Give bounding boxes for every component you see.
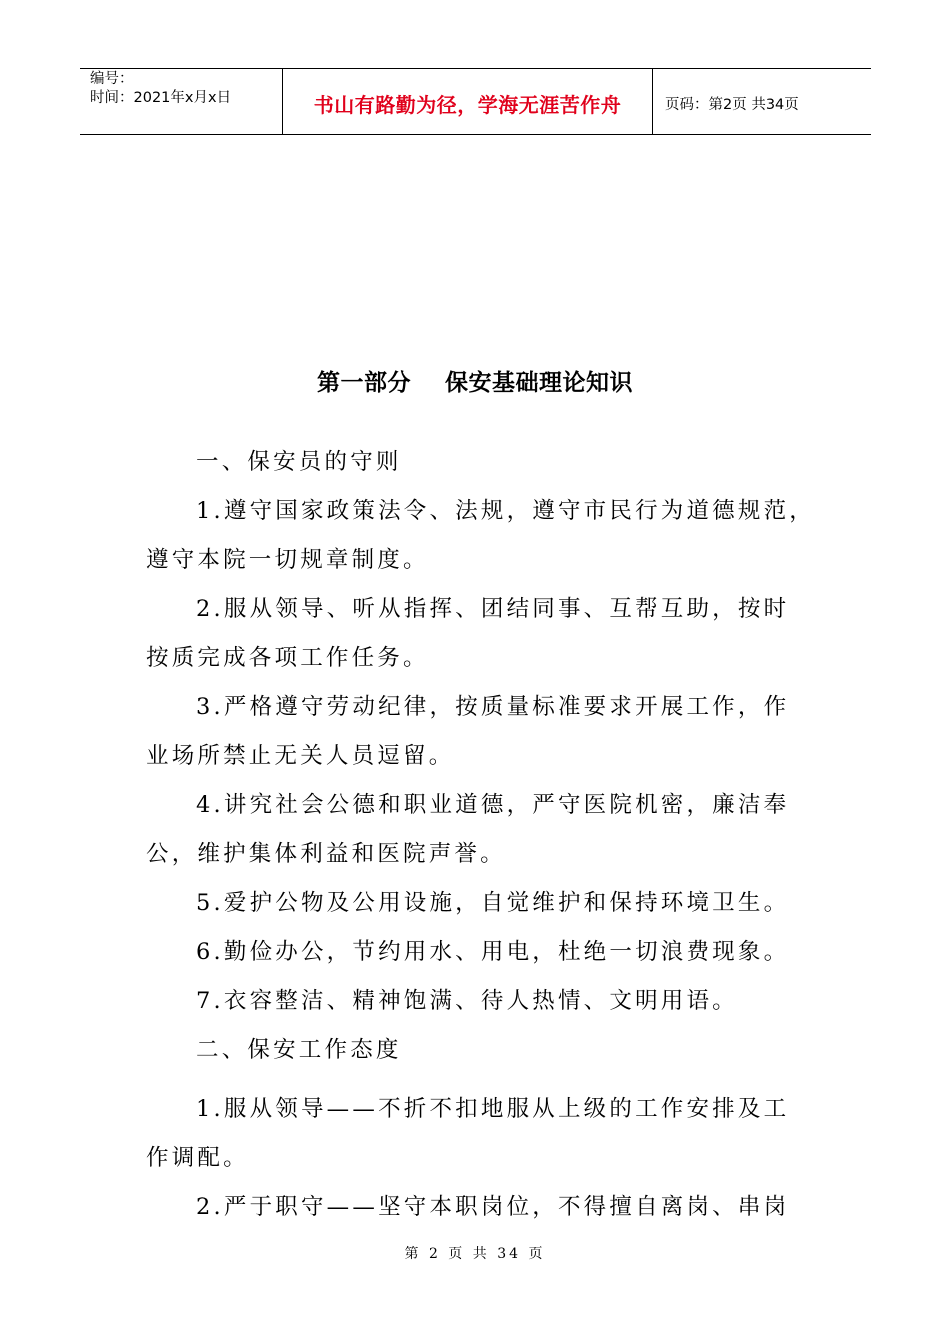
rule-3-line-2: 业场所禁止无关人员逗留。 <box>146 743 455 769</box>
attitude-2-line-1: 2.严于职守——坚守本职岗位，不得擅自离岗、串岗 <box>196 1194 790 1220</box>
rule-5: 5.爱护公物及公用设施，自觉维护和保持环境卫生。 <box>196 890 790 916</box>
rule-2-line-1: 2.服从领导、听从指挥、团结同事、互帮互助，按时 <box>196 596 790 622</box>
document-header <box>80 68 871 135</box>
rule-4-line-1: 4.讲究社会公德和职业道德，严守医院机密，廉洁奉 <box>196 792 790 818</box>
header-motto: 书山有路勤为径，学海无涯苦作舟 <box>282 69 653 134</box>
attitude-1-line-2: 作调配。 <box>146 1145 249 1171</box>
page-footer: 第 2 页 共 34 页 <box>404 1246 546 1262</box>
heading-work-attitude: 二、保安工作态度 <box>196 1037 402 1063</box>
rule-3-line-1: 3.严格遵守劳动纪律，按质量标准要求开展工作，作 <box>196 694 790 720</box>
rule-6: 6.勤俭办公，节约用水、用电，杜绝一切浪费现象。 <box>196 939 790 965</box>
rule-7: 7.衣容整洁、精神饱满、待人热情、文明用语。 <box>196 988 738 1014</box>
document-date: 时间：2021年x月x日 <box>90 90 232 106</box>
header-page-info: 页码：第2页 共34页 <box>665 97 799 113</box>
document-number-label: 编号： <box>90 71 134 87</box>
attitude-1-line-1: 1.服从领导——不折不扣地服从上级的工作安排及工 <box>196 1096 790 1122</box>
header-meta <box>80 69 282 134</box>
rule-1-line-1: 1.遵守国家政策法令、法规，遵守市民行为道德规范， <box>196 498 815 524</box>
heading-guard-rules: 一、保安员的守则 <box>196 449 402 475</box>
rule-2-line-2: 按质完成各项工作任务。 <box>146 645 429 671</box>
rule-4-line-2: 公，维护集体利益和医院声誉。 <box>146 841 506 867</box>
section-title: 第一部分 保安基础理论知识 <box>316 370 634 396</box>
rule-1-line-2: 遵守本院一切规章制度。 <box>146 547 429 573</box>
